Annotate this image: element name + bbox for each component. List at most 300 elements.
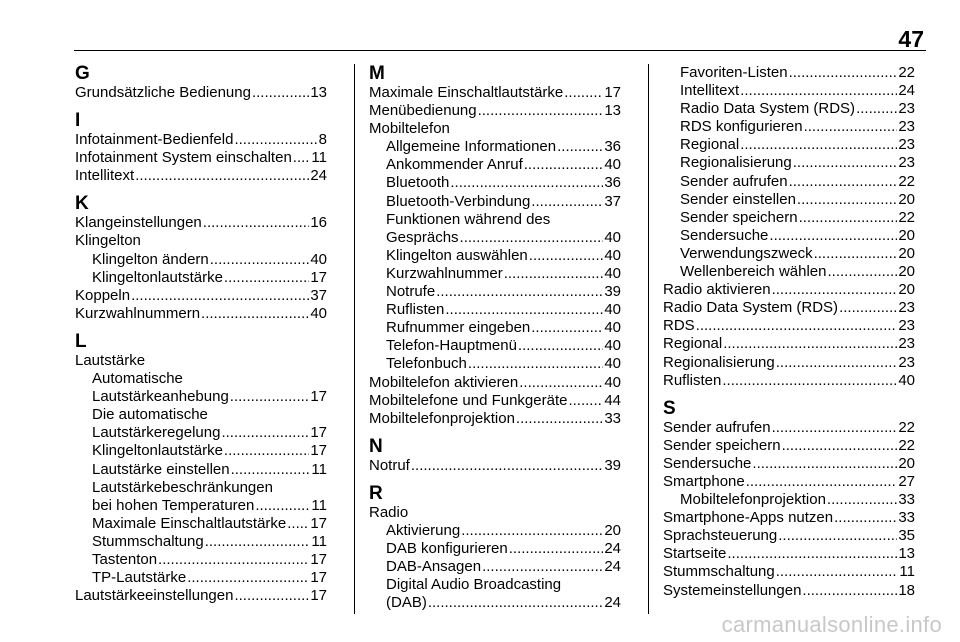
index-entry-page: 27	[898, 472, 915, 490]
dot-leader	[255, 497, 310, 515]
index-entry[interactable]	[663, 154, 915, 172]
index-subheading: Klingelton	[75, 232, 141, 250]
index-subheading: Die automatische	[92, 406, 208, 424]
dot-leader	[804, 118, 898, 136]
index-entry-page: 24	[310, 167, 327, 185]
index-subheading: Lautstärkebeschränkungen	[92, 478, 273, 496]
watermark: carmanualsonline.info	[721, 612, 942, 637]
index-entry-label: Favoriten-Listen	[680, 64, 788, 81]
top-rule	[74, 50, 926, 51]
index-entry[interactable]	[369, 319, 621, 337]
index-entry-label: bei hohen Temperaturen	[92, 496, 255, 514]
index-group	[75, 194, 327, 323]
dot-leader	[778, 527, 897, 545]
index-entry-page: 23	[898, 136, 915, 154]
index-entry-label: Wellenbereich wählen	[680, 263, 827, 281]
index-entry-label: Ruflisten	[663, 371, 722, 389]
dot-leader	[234, 587, 309, 605]
index-letter-heading: K	[75, 193, 89, 215]
index-entry-label: Grundsätzliche Bedienung	[75, 84, 251, 101]
index-entry[interactable]	[75, 131, 327, 149]
index-entry[interactable]	[663, 317, 915, 335]
index-entry[interactable]	[75, 533, 327, 551]
index-entry-page: 16	[310, 214, 327, 232]
index-entry-page: 40	[604, 337, 621, 355]
dot-leader	[231, 461, 311, 479]
index-entry-page: 22	[898, 64, 915, 81]
dot-leader	[516, 410, 603, 428]
dot-leader	[210, 251, 310, 269]
index-entry[interactable]	[369, 247, 621, 265]
index-entry-page: 20	[604, 521, 621, 539]
index-group	[663, 64, 915, 390]
index-entry[interactable]	[369, 337, 621, 355]
index-entry-label: Smartphone	[663, 472, 745, 490]
index-entry[interactable]	[369, 392, 621, 410]
index-entry-page: 40	[310, 250, 327, 268]
index-entry-page: 20	[898, 226, 915, 244]
dot-leader	[445, 301, 603, 319]
index-entry-label: Gesprächs	[386, 228, 459, 246]
index-entry-page: 23	[898, 317, 915, 335]
index-group	[75, 64, 327, 102]
dot-leader	[557, 138, 603, 156]
index-entry[interactable]	[369, 193, 621, 211]
index-subheading: Lautstärke	[75, 351, 146, 369]
index-entry[interactable]	[75, 149, 327, 167]
index-entry-page: 17	[310, 388, 327, 406]
dot-leader	[839, 299, 897, 317]
index-entry-label: Sendersuche	[663, 454, 752, 472]
index-entry[interactable]	[369, 594, 621, 612]
index-entry[interactable]	[75, 551, 327, 569]
dot-leader	[531, 319, 603, 337]
index-entry-label: Notrufe	[386, 283, 436, 301]
index-entry[interactable]	[663, 299, 915, 317]
index-entry-label: Sender aufrufen	[680, 172, 788, 190]
dot-leader	[135, 167, 309, 185]
index-entry-label: Klangeinstellungen	[75, 214, 202, 232]
index-subheading: Radio	[369, 503, 409, 521]
index-entry-page: 13	[898, 545, 915, 563]
index-entry-page: 40	[604, 319, 621, 337]
dot-leader	[772, 281, 898, 299]
index-entry-page: 40	[604, 228, 621, 246]
index-entry[interactable]	[369, 102, 621, 120]
index-entry[interactable]	[75, 251, 327, 269]
index-entry-page: 23	[898, 335, 915, 353]
index-entry-page: 17	[310, 424, 327, 442]
index-entry-label: Infotainment System einschalten	[75, 149, 292, 167]
index-entry-label: Notruf	[369, 456, 410, 474]
index-entry-label: Systemeinstellungen	[663, 581, 802, 599]
index-entry[interactable]	[369, 355, 621, 373]
index-entry[interactable]	[663, 100, 915, 118]
dot-leader	[827, 491, 897, 509]
index-group	[663, 399, 915, 600]
index-entry[interactable]	[369, 138, 621, 156]
dot-leader	[293, 149, 311, 167]
dot-leader	[524, 156, 604, 174]
dot-leader	[287, 515, 309, 533]
index-entry[interactable]	[369, 410, 621, 428]
dot-leader	[411, 457, 603, 475]
index-entry[interactable]	[75, 515, 327, 533]
index-entry-page: 17	[310, 268, 327, 286]
dot-leader	[230, 388, 310, 406]
index-entry-page: 20	[898, 244, 915, 262]
index-entry-label: Startseite	[663, 545, 727, 563]
dot-leader	[436, 283, 603, 301]
index-entry[interactable]	[663, 173, 915, 191]
index-entry-label: Stummschaltung	[92, 532, 204, 550]
index-entry-page: 40	[604, 246, 621, 264]
dot-leader	[187, 569, 309, 587]
index-entry[interactable]	[369, 522, 621, 540]
index-entry[interactable]	[663, 473, 915, 491]
dot-leader	[224, 269, 309, 287]
index-entry-label: Allgemeine Informationen	[386, 138, 557, 156]
index-entry[interactable]	[369, 301, 621, 319]
index-group	[369, 484, 621, 613]
index-entry[interactable]	[369, 374, 621, 392]
dot-leader	[221, 424, 309, 442]
index-entry-label: Ankommender Anruf	[386, 156, 523, 174]
dot-leader	[856, 100, 897, 118]
index-entry-label: Ruflisten	[386, 301, 445, 319]
index-entry-label: Klingeltonlautstärke	[92, 442, 223, 460]
index-entry-label: Kurzwahlnummer	[386, 264, 503, 282]
index-subheading: Digital Audio Broadcasting	[386, 576, 562, 594]
index-entry-label: Lautstärke einstellen	[92, 460, 230, 478]
index-entry-label: Sender einstellen	[680, 190, 796, 208]
index-column-1	[75, 64, 327, 605]
dot-leader	[509, 540, 604, 558]
index-entry[interactable]	[663, 281, 915, 299]
index-entry[interactable]	[369, 156, 621, 174]
index-entry-page: 40	[604, 355, 621, 373]
index-entry-label: RDS konfigurieren	[680, 118, 803, 136]
dot-leader	[696, 317, 898, 335]
dot-leader	[450, 174, 603, 192]
index-entry-label: Bluetooth-Verbindung	[386, 192, 531, 210]
index-entry[interactable]	[663, 491, 915, 509]
index-entry-label: DAB-Ansagen	[386, 558, 482, 576]
index-entry-page: 22	[898, 208, 915, 226]
index-entry-label: Radio Data System (RDS)	[663, 299, 839, 317]
index-entry-page: 17	[310, 514, 327, 532]
dot-leader	[224, 442, 309, 460]
index-entry[interactable]	[369, 229, 621, 247]
index-entry-label: Maximale Einschaltlautstärke	[92, 514, 287, 532]
dot-leader	[234, 131, 317, 149]
index-entry-label: Rufnummer eingeben	[386, 319, 531, 337]
dot-leader	[776, 354, 898, 372]
dot-leader	[740, 136, 897, 154]
index-entry-label: Aktivierung	[386, 521, 461, 539]
dot-leader	[834, 509, 897, 527]
index-entry-page: 13	[604, 102, 621, 120]
index-group	[369, 64, 621, 428]
dot-leader	[461, 522, 603, 540]
index-entry[interactable]	[75, 214, 327, 232]
index-entry-page: 40	[604, 264, 621, 282]
dot-leader	[772, 419, 898, 437]
dot-leader	[518, 337, 603, 355]
index-entry-label: Telefonbuch	[386, 355, 467, 373]
index-entry-label: Klingelton ändern	[92, 250, 209, 268]
dot-leader	[482, 558, 603, 576]
dot-leader	[428, 594, 603, 612]
index-entry[interactable]	[663, 118, 915, 136]
dot-leader	[727, 545, 897, 563]
index-subheading: Funktionen während des	[386, 210, 551, 228]
index-column-2	[369, 64, 621, 612]
index-letter-heading: I	[75, 110, 81, 132]
index-entry[interactable]	[75, 305, 327, 323]
index-entry[interactable]	[369, 558, 621, 576]
index-entry[interactable]	[369, 174, 621, 192]
index-entry[interactable]	[663, 354, 915, 372]
index-entry-label: Bluetooth	[386, 174, 450, 192]
index-entry-page: 37	[604, 192, 621, 210]
index-entry[interactable]	[663, 82, 915, 100]
dot-leader	[723, 335, 897, 353]
index-entry-label: Lautstärkeanhebung	[92, 388, 229, 406]
index-entry-label: Stummschaltung	[663, 563, 775, 581]
index-column-3	[663, 64, 915, 600]
index-letter-heading: G	[75, 63, 90, 84]
index-entry[interactable]	[369, 84, 621, 102]
index-entry[interactable]	[369, 457, 621, 475]
dot-leader	[205, 533, 311, 551]
index-entry-page: 8	[318, 131, 327, 149]
index-entry-label: Regionalisierung	[663, 353, 775, 371]
index-entry-page: 40	[604, 373, 621, 391]
index-entry-label: (DAB)	[386, 594, 427, 612]
index-entry-page: 37	[310, 286, 327, 304]
dot-leader	[568, 392, 603, 410]
index-entry-page: 36	[604, 138, 621, 156]
dot-leader	[793, 154, 898, 172]
dot-leader	[529, 247, 604, 265]
index-entry-page: 23	[898, 118, 915, 136]
index-entry-label: Intellitext	[75, 167, 135, 185]
dot-leader	[201, 305, 309, 323]
index-entry[interactable]	[369, 540, 621, 558]
index-entry-label: Regional	[680, 136, 740, 154]
index-entry[interactable]	[75, 442, 327, 460]
dot-leader	[776, 563, 899, 581]
index-entry-page: 22	[898, 418, 915, 436]
index-entry-page: 23	[898, 100, 915, 118]
index-entry-label: Klingelton auswählen	[386, 246, 528, 264]
index-group	[75, 111, 327, 185]
index-entry-page: 22	[898, 172, 915, 190]
index-letter-heading: R	[369, 482, 383, 504]
index-entry-page: 23	[898, 154, 915, 172]
index-entry[interactable]	[663, 419, 915, 437]
index-entry[interactable]	[75, 269, 327, 287]
index-entry[interactable]	[369, 265, 621, 283]
dot-leader	[746, 473, 898, 491]
dot-leader	[740, 82, 897, 100]
index-entry-page: 20	[898, 454, 915, 472]
index-entry-page: 11	[311, 532, 327, 550]
index-entry[interactable]	[75, 424, 327, 442]
index-entry-page: 33	[898, 491, 915, 509]
index-entry-label: Sender speichern	[680, 208, 798, 226]
index-entry-page: 17	[310, 442, 327, 460]
index-entry-page: 20	[898, 263, 915, 281]
index-entry[interactable]	[663, 545, 915, 563]
dot-leader	[203, 214, 310, 232]
index-entry[interactable]	[663, 263, 915, 281]
index-entry-label: Lautstärkeeinstellungen	[75, 587, 234, 605]
index-entry[interactable]	[75, 587, 327, 605]
index-entry[interactable]	[369, 283, 621, 301]
index-entry-label: Maximale Einschaltlautstärke	[369, 84, 564, 101]
dot-leader	[782, 437, 898, 455]
dot-leader	[802, 582, 897, 600]
index-entry-page: 33	[604, 409, 621, 427]
index-subheading: Automatische	[92, 370, 183, 388]
index-entry[interactable]	[663, 563, 915, 581]
index-entry-page: 23	[898, 299, 915, 317]
index-entry-label: Smartphone-Apps nutzen	[663, 509, 834, 527]
index-entry[interactable]	[663, 191, 915, 209]
index-entry-page: 11	[899, 563, 915, 581]
index-entry[interactable]	[75, 167, 327, 185]
index-entry[interactable]	[75, 569, 327, 587]
index-entry-label: Intellitext	[680, 82, 740, 100]
index-entry-label: Sprachsteuerung	[663, 527, 778, 545]
index-entry-label: Klingeltonlautstärke	[92, 268, 223, 286]
index-entry-label: Sender speichern	[663, 436, 781, 454]
index-entry-page: 24	[898, 82, 915, 100]
index-entry-page: 11	[311, 496, 327, 514]
index-entry-label: Lautstärkeregelung	[92, 424, 221, 442]
index-entry-label: Radio Data System (RDS)	[680, 100, 856, 118]
index-entry[interactable]	[75, 461, 327, 479]
index-group	[75, 332, 327, 605]
index-letter-heading: M	[369, 63, 385, 84]
index-entry-label: TP-Lautstärke	[92, 569, 187, 587]
dot-leader	[478, 102, 604, 120]
index-entry[interactable]	[663, 136, 915, 154]
dot-leader	[504, 265, 604, 283]
index-entry-label: Telefon-Hauptmenü	[386, 337, 517, 355]
index-entry[interactable]	[663, 245, 915, 263]
index-entry-page: 24	[604, 594, 621, 612]
dot-leader	[531, 193, 603, 211]
index-entry-label: Mobiltelefone und Funkgeräte	[369, 391, 568, 409]
index-entry[interactable]	[663, 455, 915, 473]
index-entry[interactable]	[663, 227, 915, 245]
index-entry-page: 17	[310, 550, 327, 568]
dot-leader	[722, 372, 897, 390]
dot-leader	[460, 229, 604, 247]
index-entry[interactable]	[663, 509, 915, 527]
index-entry[interactable]	[663, 527, 915, 545]
index-subheading: Mobiltelefon	[369, 120, 450, 138]
index-entry-page: 22	[898, 436, 915, 454]
index-entry-label: Mobiltelefonprojektion	[369, 409, 515, 427]
index-entry[interactable]	[663, 582, 915, 600]
index-entry-page: 40	[310, 304, 327, 322]
index-entry-label: Mobiltelefonprojektion	[680, 491, 826, 509]
index-entry-label: Sendersuche	[680, 226, 769, 244]
index-entry-page: 24	[604, 540, 621, 558]
dot-leader	[799, 209, 898, 227]
index-entry-page: 11	[311, 149, 327, 167]
index-entry-page: 36	[604, 174, 621, 192]
dot-leader	[252, 84, 309, 102]
index-entry[interactable]	[663, 335, 915, 353]
index-entry-page: 35	[898, 527, 915, 545]
index-entry-label: Regional	[663, 335, 723, 353]
dot-leader	[468, 355, 603, 373]
index-letter-heading: L	[75, 330, 87, 352]
index-entry-page: 17	[310, 569, 327, 587]
dot-leader	[827, 263, 897, 281]
dot-leader	[752, 455, 897, 473]
dot-leader	[789, 173, 898, 191]
index-entry[interactable]	[75, 388, 327, 406]
index-entry-page: 39	[604, 283, 621, 301]
index-entry-label: Infotainment-Bedienfeld	[75, 131, 234, 149]
index-entry-label: Mobiltelefon aktivieren	[369, 373, 519, 391]
index-entry-label: DAB konfigurieren	[386, 540, 508, 558]
index-entry-label: Kurzwahlnummern	[75, 304, 201, 322]
index-entry-page: 17	[310, 587, 327, 605]
index-entry[interactable]	[663, 372, 915, 390]
index-entry[interactable]	[75, 84, 327, 102]
index-entry[interactable]	[663, 64, 915, 82]
dot-leader	[131, 287, 309, 305]
index-entry[interactable]	[75, 287, 327, 305]
index-entry-label: Koppeln	[75, 286, 131, 304]
column-divider-1	[354, 64, 355, 614]
index-entry-label: Menübedienung	[369, 102, 477, 120]
index-entry-page: 18	[898, 581, 915, 599]
index-entry-label: Radio aktivieren	[663, 281, 771, 299]
dot-leader	[158, 551, 309, 569]
index-entry-label: Tastenton	[92, 550, 158, 568]
dot-leader	[519, 374, 603, 392]
dot-leader	[797, 191, 897, 209]
index-letter-heading: S	[663, 397, 676, 419]
index-entry-page: 23	[898, 353, 915, 371]
index-entry-label: Verwendungszweck	[680, 244, 813, 262]
dot-leader	[564, 84, 603, 102]
index-entry-page: 39	[604, 456, 621, 474]
index-entry-page: 20	[898, 190, 915, 208]
index-entry[interactable]	[663, 209, 915, 227]
index-entry[interactable]	[663, 437, 915, 455]
index-entry-page: 40	[604, 156, 621, 174]
index-entry[interactable]	[75, 497, 327, 515]
index-letter-heading: N	[369, 435, 383, 457]
index-entry-page: 17	[604, 84, 621, 101]
index-entry-page: 11	[311, 460, 327, 478]
page-number: 47	[898, 26, 924, 52]
index-entry-page: 33	[898, 509, 915, 527]
dot-leader	[789, 64, 898, 82]
index-entry-label: Sender aufrufen	[663, 418, 771, 436]
index-entry-page: 24	[604, 558, 621, 576]
column-divider-2	[648, 64, 649, 614]
